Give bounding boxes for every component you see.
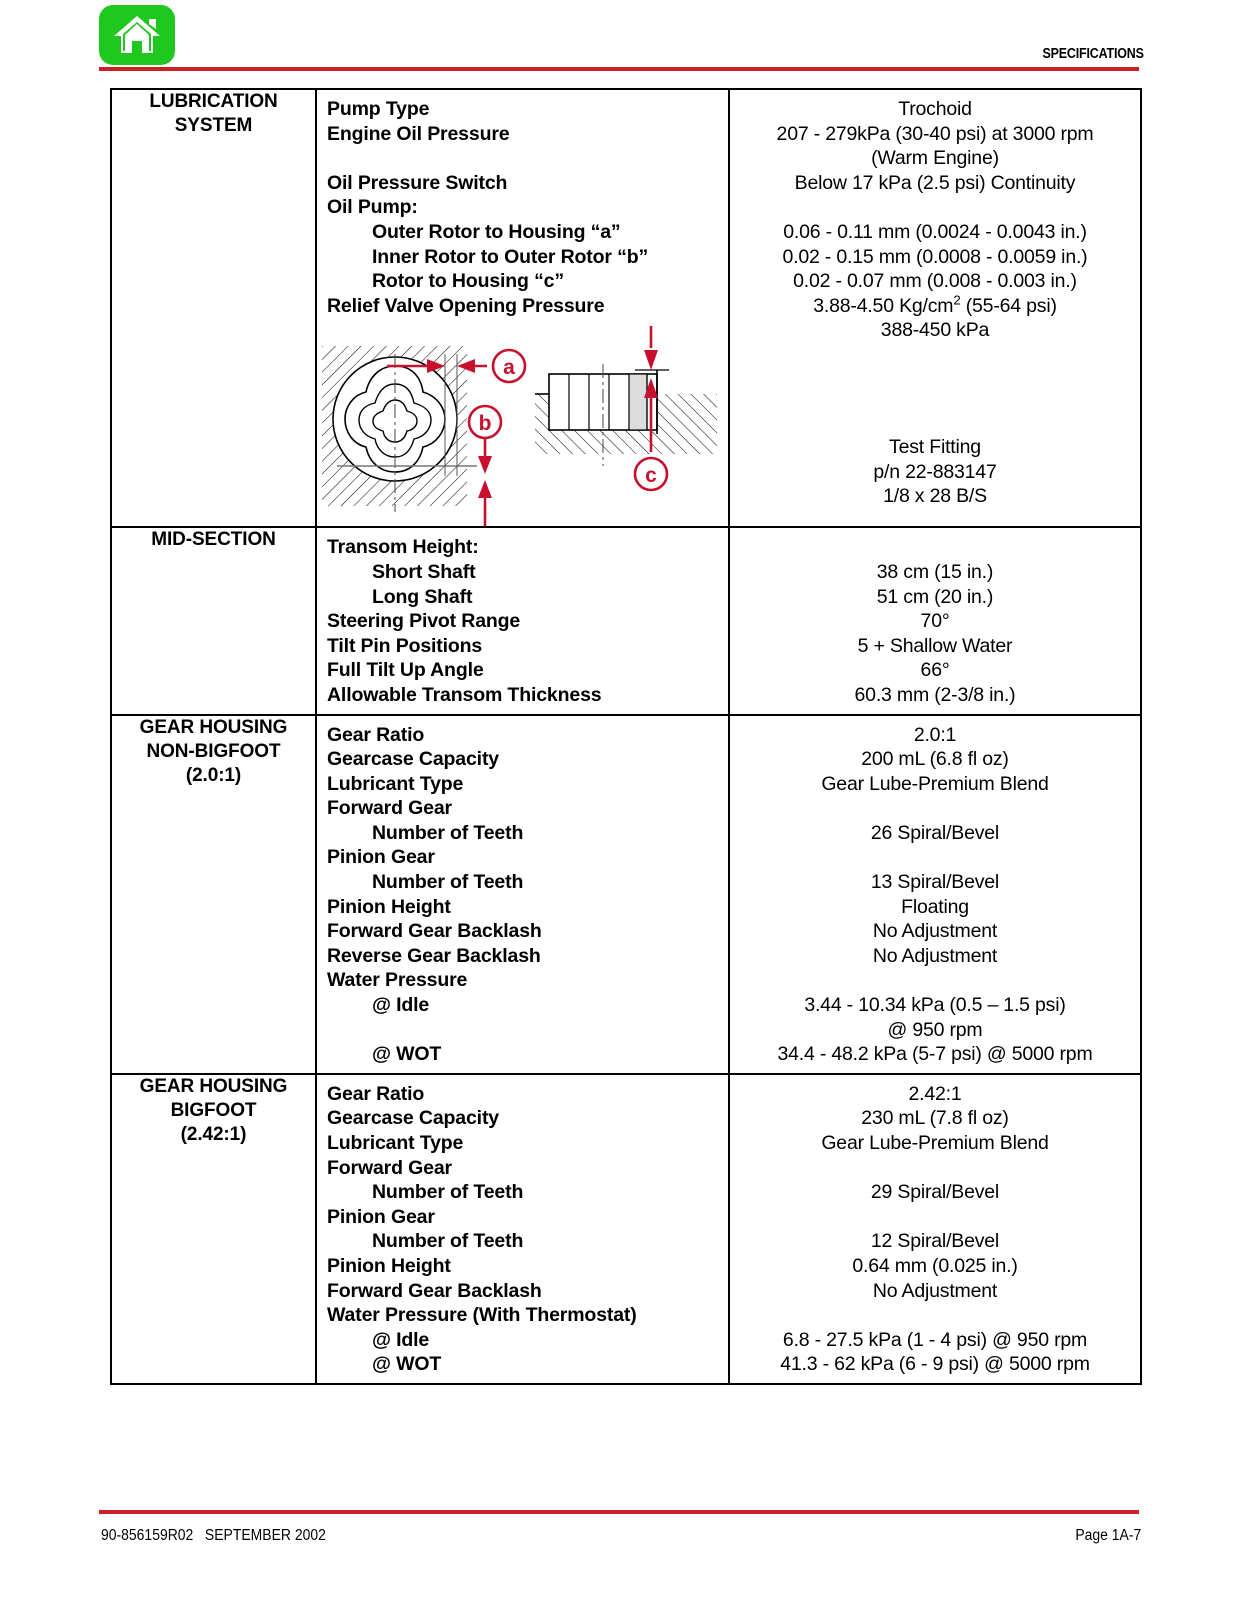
spacer	[327, 146, 728, 171]
row-values-lubrication-system	[729, 89, 1141, 527]
spec-item: Reverse Gear Backlash	[327, 944, 541, 967]
item-list	[317, 716, 728, 1073]
spec-item: @ Idle	[372, 1328, 430, 1351]
callout-c	[635, 458, 667, 490]
spec-value: 2.0:1	[913, 723, 957, 746]
spec-value: (Warm Engine)	[871, 147, 999, 170]
spec-item: Outer Rotor to Housing “a”	[372, 220, 621, 243]
value-list	[730, 528, 1140, 713]
callout-a	[493, 350, 525, 382]
row-label-text: GEAR HOUSING NON-BIGFOOT (2.0:1)	[139, 716, 288, 787]
spec-value: No Adjustment	[872, 944, 998, 967]
row-label-mid-section	[111, 527, 316, 714]
spec-item: Water Pressure (With Thermostat)	[327, 1304, 637, 1327]
item-list	[317, 528, 728, 713]
spec-item: Gear Ratio	[327, 1082, 425, 1105]
spacer	[738, 796, 1132, 821]
document-number: 90-856159R02 SEPTEMBER 2002	[101, 1527, 326, 1544]
spec-value: 51 cm (20 in.)	[876, 585, 994, 608]
table-row	[111, 89, 1141, 527]
spec-item: Forward Gear Backlash	[327, 920, 542, 943]
spacer	[738, 968, 1132, 993]
row-values-gear-housing-bigfoot	[729, 1074, 1141, 1384]
spec-item: Forward Gear	[327, 1156, 452, 1179]
spec-item: Full Tilt Up Angle	[327, 659, 484, 682]
spec-item: @ WOT	[372, 1353, 442, 1376]
svg-text:c: c	[645, 464, 657, 488]
spec-item: Steering Pivot Range	[327, 610, 521, 633]
spec-item: Oil Pump:	[327, 196, 418, 219]
spec-value: No Adjustment	[872, 920, 998, 943]
spec-value: 66°	[920, 659, 950, 682]
spec-value: Below 17 kPa (2.5 psi) Continuity	[794, 171, 1076, 194]
row-label-text: LUBRICATION SYSTEM	[149, 91, 278, 137]
value-list	[730, 716, 1140, 1073]
spec-value: p/n 22-883147	[873, 460, 997, 483]
spec-item: Pinion Height	[327, 895, 451, 918]
spec-value: 2.42:1	[908, 1082, 962, 1105]
spec-value: 1/8 x 28 B/S	[883, 485, 987, 508]
spec-value: Gear Lube-Premium Blend	[821, 772, 1049, 795]
table-row	[111, 1074, 1141, 1384]
table-row	[111, 715, 1141, 1074]
spec-item: Pinion Gear	[327, 1205, 435, 1228]
spec-item: Water Pressure	[327, 969, 468, 992]
spec-value: 0.02 - 0.07 mm (0.008 - 0.003 in.)	[793, 270, 1077, 293]
spec-value: 29 Spiral/Bevel	[870, 1181, 1000, 1204]
header-rule	[99, 67, 1139, 71]
row-label-gear-housing-bigfoot	[111, 1074, 316, 1384]
svg-text:a: a	[503, 356, 515, 380]
page-number: Page 1A-7	[1075, 1527, 1141, 1544]
spec-value: 6.8 - 27.5 kPa (1 - 4 psi) @ 950 rpm	[782, 1328, 1088, 1351]
spec-value: 0.64 mm (0.025 in.)	[852, 1254, 1018, 1277]
spec-value: Gear Lube-Premium Blend	[821, 1132, 1049, 1154]
test-fitting-block	[730, 349, 1140, 515]
spec-item: Gearcase Capacity	[327, 748, 499, 771]
value-list	[730, 1075, 1140, 1383]
spec-item: Pump Type	[327, 98, 430, 120]
spec-item: @ Idle	[372, 994, 430, 1017]
spec-item: Number of Teeth	[372, 821, 524, 844]
spec-item: Pinion Gear	[327, 846, 435, 869]
spec-item: Forward Gear	[327, 797, 452, 820]
spec-value: 200 mL (6.8 fl oz)	[861, 748, 1009, 771]
spec-item: Oil Pressure Switch	[327, 171, 508, 194]
spec-value: 13 Spiral/Bevel	[870, 871, 1000, 894]
spacer	[738, 1303, 1132, 1328]
page-header	[0, 0, 1236, 70]
spec-value: 70°	[920, 610, 950, 633]
spec-item: Number of Teeth	[372, 1181, 524, 1204]
footer-rule	[99, 1510, 1139, 1514]
spec-item: Lubricant Type	[327, 772, 464, 795]
spec-item: Allowable Transom Thickness	[327, 683, 602, 706]
spacer	[738, 1205, 1132, 1230]
spec-item: Number of Teeth	[372, 1230, 524, 1253]
svg-text:b: b	[478, 412, 492, 436]
spacer	[738, 195, 1132, 220]
spacer	[738, 535, 1132, 560]
spec-value: Test Fitting	[889, 435, 981, 458]
spacer	[738, 845, 1132, 870]
row-label-lubrication-system	[111, 89, 316, 527]
spec-value: 38 cm (15 in.)	[876, 560, 994, 583]
row-label-text: MID-SECTION	[151, 529, 276, 551]
spec-value: 0.02 - 0.15 mm (0.0008 - 0.0059 in.)	[782, 245, 1088, 268]
spec-value: 3.88-4.50 $Kg/cm^2$ (55-64 psi)	[813, 292, 1057, 317]
spacer	[327, 1018, 728, 1043]
table-row	[111, 527, 1141, 714]
row-label-gear-housing-non-bigfoot	[111, 715, 316, 1074]
spec-value: 34.4 - 48.2 kPa (5-7 psi) @ 5000 rpm	[777, 1043, 1093, 1066]
spacer	[738, 1156, 1132, 1181]
page-title: SPECIFICATIONS	[1042, 46, 1144, 62]
spec-value: 0.06 - 0.11 mm (0.0024 - 0.0043 in.)	[783, 220, 1087, 243]
spec-item: Lubricant Type	[327, 1132, 464, 1154]
specifications-table	[110, 88, 1142, 1385]
spec-item: Tilt Pin Positions	[327, 634, 483, 657]
spec-item: @ WOT	[372, 1043, 442, 1066]
spec-item: Engine Oil Pressure	[327, 122, 510, 145]
spec-value: 230 mL (7.8 fl oz)	[861, 1107, 1009, 1130]
spec-item: Relief Valve Opening Pressure	[327, 294, 605, 317]
spec-item: Gear Ratio	[327, 723, 425, 746]
spec-item: Inner Rotor to Outer Rotor “b”	[372, 245, 649, 268]
callout-b	[469, 406, 501, 438]
item-list	[317, 90, 728, 324]
spec-value: 5 + Shallow Water	[857, 634, 1013, 657]
spec-value: 12 Spiral/Bevel	[870, 1230, 1000, 1253]
spec-item: Pinion Height	[327, 1254, 451, 1277]
spec-value: 41.3 - 62 kPa (6 - 9 psi) @ 5000 rpm	[780, 1353, 1090, 1376]
spec-item: Number of Teeth	[372, 871, 524, 894]
spec-value: 60.3 mm (2-3/8 in.)	[854, 683, 1016, 706]
row-items-gear-housing-bigfoot	[316, 1074, 729, 1384]
spec-value: 26 Spiral/Bevel	[870, 821, 1000, 844]
spec-value: Trochoid	[898, 98, 972, 120]
spec-item: Gearcase Capacity	[327, 1107, 499, 1130]
spec-value: 207 - 279kPa (30-40 psi) at 3000 rpm	[776, 122, 1094, 145]
home-icon[interactable]	[99, 5, 175, 65]
row-items-mid-section	[316, 527, 729, 714]
oil-pump-clearance-diagram	[317, 326, 728, 526]
spec-item: Transom Height:	[327, 536, 479, 559]
row-items-gear-housing-non-bigfoot	[316, 715, 729, 1074]
spec-value: No Adjustment	[872, 1279, 998, 1302]
row-items-lubrication-system	[316, 89, 729, 527]
spec-value: Floating	[901, 895, 969, 918]
spec-item: Forward Gear Backlash	[327, 1279, 542, 1302]
row-label-text: GEAR HOUSING BIGFOOT (2.42:1)	[139, 1075, 288, 1146]
spec-value: 3.44 - 10.34 kPa (0.5 – 1.5 psi)	[804, 994, 1066, 1017]
spec-value: @ 950 rpm	[887, 1018, 983, 1041]
spec-item: Short Shaft	[372, 560, 476, 583]
spec-item: Long Shaft	[372, 585, 473, 608]
row-values-mid-section	[729, 527, 1141, 714]
spec-value: 388-450 kPa	[880, 319, 990, 342]
spec-item: Rotor to Housing “c”	[372, 270, 564, 293]
row-values-gear-housing-non-bigfoot	[729, 715, 1141, 1074]
value-list	[730, 90, 1140, 349]
item-list	[317, 1075, 728, 1383]
